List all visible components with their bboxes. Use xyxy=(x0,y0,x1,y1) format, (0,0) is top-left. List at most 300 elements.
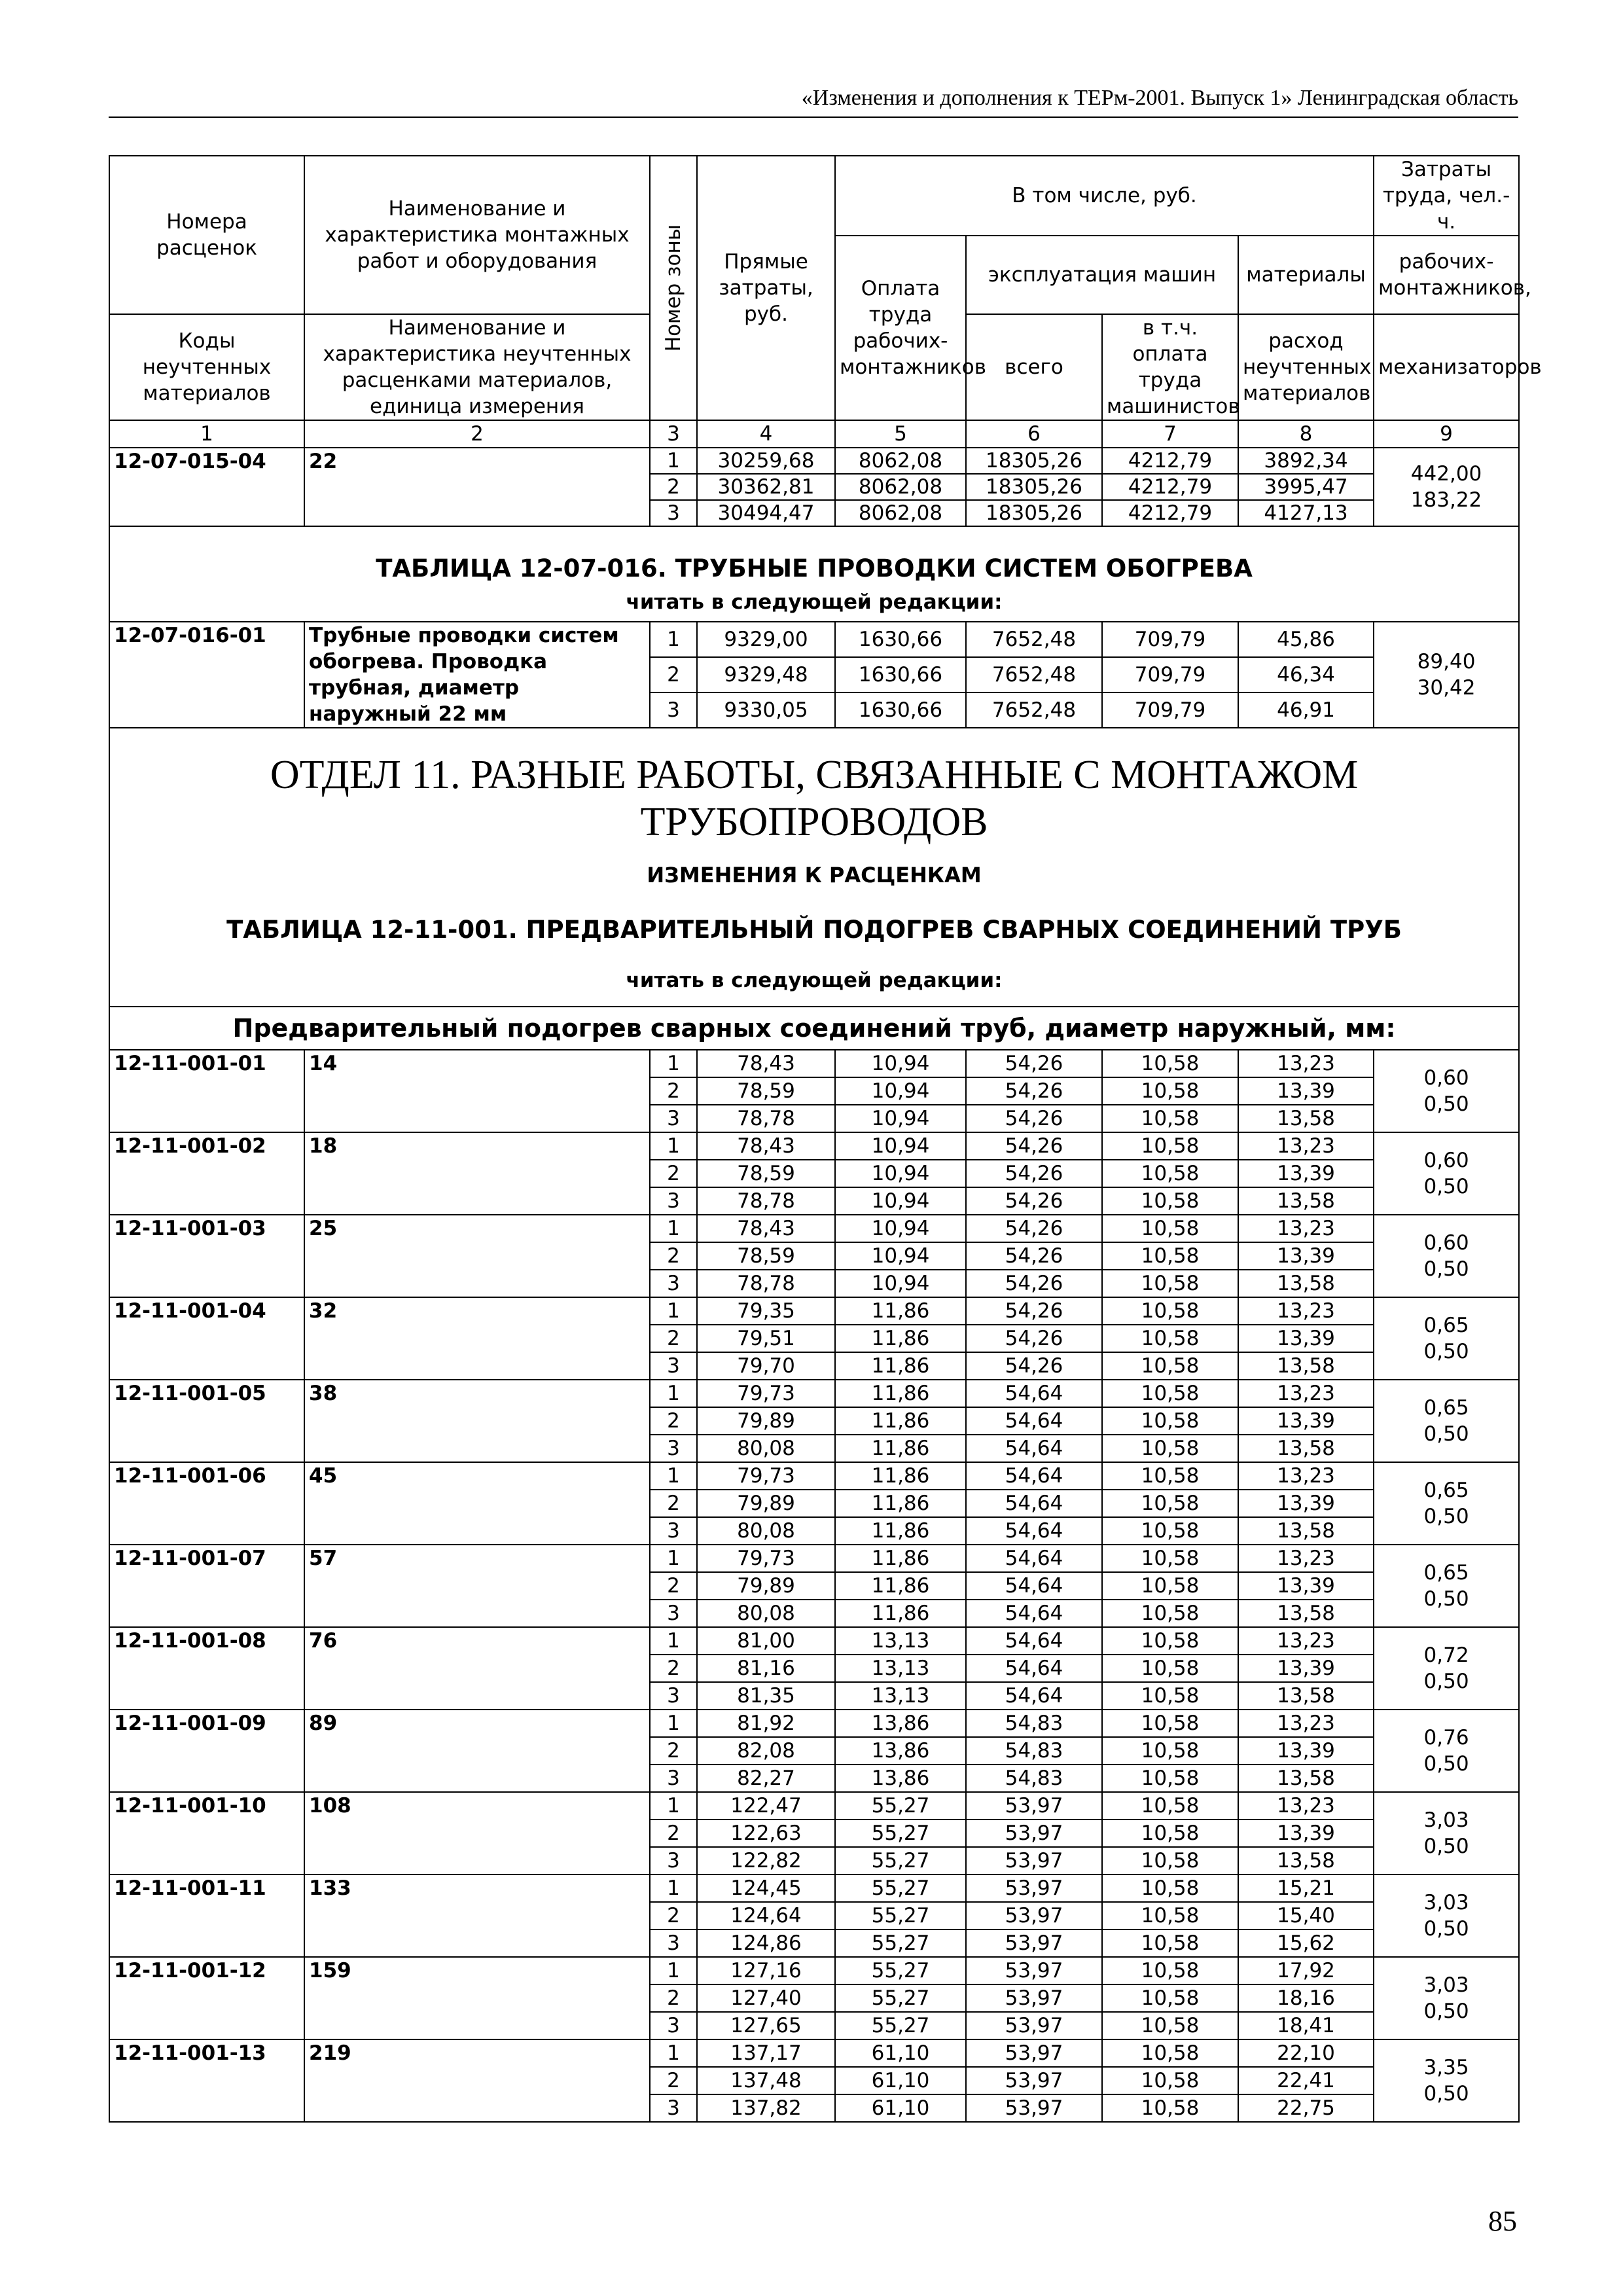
machinist-wages-cell: 10,58 xyxy=(1102,2094,1238,2122)
col-rate-numbers: Номера расценок xyxy=(109,156,304,314)
machines-cell: 54,83 xyxy=(966,1765,1102,1792)
labor-machinists: 0,50 xyxy=(1423,1092,1469,1116)
zone-cell: 3 xyxy=(650,1270,697,1297)
rate-row xyxy=(109,1132,1519,1160)
diameter-cell: 76 xyxy=(304,1627,650,1710)
rate-row xyxy=(109,1710,1519,1737)
machinist-wages-cell: 10,58 xyxy=(1102,1682,1238,1710)
materials-cell: 13,39 xyxy=(1238,1160,1374,1187)
direct-cost-cell: 127,16 xyxy=(697,1957,835,1984)
materials-cell: 13,58 xyxy=(1238,1435,1374,1462)
machinist-wages-cell: 10,58 xyxy=(1102,1902,1238,1929)
zone-cell: 1 xyxy=(650,2039,697,2067)
col-total: всего xyxy=(966,314,1102,420)
labor-cell xyxy=(1374,2039,1519,2122)
materials-cell: 13,58 xyxy=(1238,1105,1374,1132)
materials-cell: 13,58 xyxy=(1238,1682,1374,1710)
col-machinist-wages: в т.ч. оплата труда машинистов xyxy=(1102,314,1238,420)
zone-cell: 2 xyxy=(650,1820,697,1847)
wages-cell: 13,86 xyxy=(835,1710,966,1737)
direct-cost-cell: 9329,00 xyxy=(697,622,835,657)
section-title-line: ТРУБОПРОВОДОВ xyxy=(640,800,988,844)
direct-cost-cell: 78,43 xyxy=(697,1215,835,1242)
materials-cell: 13,23 xyxy=(1238,1627,1374,1655)
machines-cell: 54,64 xyxy=(966,1682,1102,1710)
rate-row xyxy=(109,1215,1519,1242)
diameter-cell: 219 xyxy=(304,2039,650,2122)
direct-cost-cell: 79,35 xyxy=(697,1297,835,1325)
machines-cell: 54,64 xyxy=(966,1435,1102,1462)
table-title-row xyxy=(109,905,1519,954)
materials-cell: 46,34 xyxy=(1238,657,1374,692)
table-016-title-row xyxy=(109,526,1519,583)
labor-machinists: 0,50 xyxy=(1423,1835,1469,1858)
materials-cell: 13,39 xyxy=(1238,1490,1374,1517)
labor-workers: 0,60 xyxy=(1423,1231,1469,1255)
materials-cell: 13,58 xyxy=(1238,1517,1374,1545)
zone-cell: 1 xyxy=(650,1215,697,1242)
materials-cell: 13,39 xyxy=(1238,1572,1374,1600)
materials-cell: 13,39 xyxy=(1238,1820,1374,1847)
machinist-wages-cell: 10,58 xyxy=(1102,1572,1238,1600)
zone-cell: 2 xyxy=(650,1077,697,1105)
zone-cell: 3 xyxy=(650,1765,697,1792)
labor-cell xyxy=(1374,622,1519,728)
machinist-wages-cell: 4212,79 xyxy=(1102,474,1238,500)
materials-cell: 17,92 xyxy=(1238,1957,1374,1984)
materials-cell: 3892,34 xyxy=(1238,448,1374,474)
diameter-cell: 159 xyxy=(304,1957,650,2039)
machines-cell: 54,64 xyxy=(966,1572,1102,1600)
table-body xyxy=(109,156,1542,2122)
zone-cell: 1 xyxy=(650,1462,697,1490)
materials-cell: 13,23 xyxy=(1238,1462,1374,1490)
direct-cost-cell: 80,08 xyxy=(697,1435,835,1462)
wages-cell: 55,27 xyxy=(835,1792,966,1820)
machinist-wages-cell: 10,58 xyxy=(1102,1407,1238,1435)
zone-cell: 2 xyxy=(650,1160,697,1187)
machinist-wages-cell: 10,58 xyxy=(1102,1270,1238,1297)
zone-cell: 1 xyxy=(650,1132,697,1160)
wages-cell: 55,27 xyxy=(835,2012,966,2039)
direct-cost-cell: 30494,47 xyxy=(697,500,835,526)
wages-cell: 13,86 xyxy=(835,1737,966,1765)
machinist-wages-cell: 10,58 xyxy=(1102,2039,1238,2067)
direct-cost-cell: 79,73 xyxy=(697,1462,835,1490)
col-labor-costs: Затраты труда, чел.-ч. xyxy=(1374,156,1519,236)
wages-cell: 11,86 xyxy=(835,1517,966,1545)
wages-cell: 61,10 xyxy=(835,2039,966,2067)
machinist-wages-cell: 10,58 xyxy=(1102,1297,1238,1325)
machinist-wages-cell: 10,58 xyxy=(1102,1215,1238,1242)
direct-cost-cell: 78,78 xyxy=(697,1270,835,1297)
rate-row xyxy=(109,1874,1519,1902)
direct-cost-cell: 80,08 xyxy=(697,1517,835,1545)
wages-cell: 8062,08 xyxy=(835,448,966,474)
machinist-wages-cell: 10,58 xyxy=(1102,1435,1238,1462)
wages-cell: 11,86 xyxy=(835,1572,966,1600)
labor-machinists: 0,50 xyxy=(1423,1587,1469,1611)
materials-cell: 13,23 xyxy=(1238,1545,1374,1572)
direct-cost-cell: 124,86 xyxy=(697,1929,835,1957)
direct-cost-cell: 78,43 xyxy=(697,1132,835,1160)
zone-cell: 1 xyxy=(650,1050,697,1077)
materials-cell: 4127,13 xyxy=(1238,500,1374,526)
diameter-cell: 38 xyxy=(304,1380,650,1462)
machinist-wages-cell: 10,58 xyxy=(1102,1847,1238,1874)
materials-cell: 22,10 xyxy=(1238,2039,1374,2067)
wages-cell: 10,94 xyxy=(835,1187,966,1215)
zone-cell: 2 xyxy=(650,1984,697,2012)
rate-code: 12-07-016-01 xyxy=(109,622,304,728)
direct-cost-cell: 80,08 xyxy=(697,1600,835,1627)
machines-cell: 18305,26 xyxy=(966,500,1102,526)
rate-code: 12-11-001-02 xyxy=(109,1132,304,1215)
machines-cell: 53,97 xyxy=(966,1792,1102,1820)
direct-cost-cell: 124,64 xyxy=(697,1902,835,1929)
wages-cell: 10,94 xyxy=(835,1215,966,1242)
col-wages: Оплата труда рабочих-монтажников xyxy=(835,236,966,420)
direct-cost-cell: 79,51 xyxy=(697,1325,835,1352)
labor-cell xyxy=(1374,1050,1519,1132)
read-as-row xyxy=(109,954,1519,1007)
column-number: 3 xyxy=(650,420,697,448)
machines-cell: 53,97 xyxy=(966,2067,1102,2094)
machinist-wages-cell: 10,58 xyxy=(1102,1655,1238,1682)
wages-cell: 8062,08 xyxy=(835,474,966,500)
machines-cell: 7652,48 xyxy=(966,622,1102,657)
machinist-wages-cell: 10,58 xyxy=(1102,1462,1238,1490)
wages-cell: 11,86 xyxy=(835,1325,966,1352)
wages-cell: 1630,66 xyxy=(835,622,966,657)
labor-cell xyxy=(1374,1710,1519,1792)
zone-cell: 2 xyxy=(650,1737,697,1765)
machines-cell: 54,83 xyxy=(966,1710,1102,1737)
direct-cost-cell: 79,89 xyxy=(697,1490,835,1517)
direct-cost-cell: 81,92 xyxy=(697,1710,835,1737)
wages-cell: 55,27 xyxy=(835,1847,966,1874)
materials-cell: 13,23 xyxy=(1238,1710,1374,1737)
materials-cell: 45,86 xyxy=(1238,622,1374,657)
changes-row xyxy=(109,846,1519,905)
diameter-cell: 89 xyxy=(304,1710,650,1792)
machinist-wages-cell: 10,58 xyxy=(1102,1984,1238,2012)
machinist-wages-cell: 10,58 xyxy=(1102,1160,1238,1187)
wages-cell: 11,86 xyxy=(835,1435,966,1462)
section-title-row xyxy=(109,728,1519,846)
read-as-note: читать в следующей редакции: xyxy=(109,583,1519,622)
materials-cell: 13,23 xyxy=(1238,1380,1374,1407)
table-016-read-row xyxy=(109,583,1519,622)
direct-cost-cell: 127,40 xyxy=(697,1984,835,2012)
zone-cell: 2 xyxy=(650,474,697,500)
rate-code: 12-11-001-01 xyxy=(109,1050,304,1132)
materials-cell: 13,23 xyxy=(1238,1792,1374,1820)
machines-cell: 54,26 xyxy=(966,1352,1102,1380)
materials-cell: 13,58 xyxy=(1238,1847,1374,1874)
column-number: 5 xyxy=(835,420,966,448)
zone-cell: 3 xyxy=(650,1600,697,1627)
direct-cost-cell: 81,16 xyxy=(697,1655,835,1682)
machinist-wages-cell: 10,58 xyxy=(1102,1517,1238,1545)
machinist-wages-cell: 10,58 xyxy=(1102,2012,1238,2039)
subheading: Предварительный подогрев сварных соединений труб, диаметр наружный, мм: xyxy=(109,1007,1519,1050)
machinist-wages-cell: 10,58 xyxy=(1102,1820,1238,1847)
labor-workers: 0,65 xyxy=(1423,1314,1469,1337)
wages-cell: 10,94 xyxy=(835,1105,966,1132)
machines-cell: 54,64 xyxy=(966,1380,1102,1407)
zone-cell: 3 xyxy=(650,1105,697,1132)
materials-cell: 15,21 xyxy=(1238,1874,1374,1902)
table-title: ТАБЛИЦА 12-11-001. ПРЕДВАРИТЕЛЬНЫЙ ПОДОГРЕВ СВАРНЫХ СОЕДИНЕНИЙ ТРУБ xyxy=(109,905,1519,954)
labor-workers: 0,72 xyxy=(1423,1643,1469,1667)
labor-workers: 442,00 xyxy=(1410,462,1482,486)
zone-cell: 2 xyxy=(650,1490,697,1517)
rate-code: 12-11-001-04 xyxy=(109,1297,304,1380)
machinist-wages-cell: 10,58 xyxy=(1102,1929,1238,1957)
rate-code: 12-11-001-07 xyxy=(109,1545,304,1627)
page-number: 85 xyxy=(1488,2205,1517,2237)
rate-code: 12-11-001-09 xyxy=(109,1710,304,1792)
machines-cell: 54,26 xyxy=(966,1050,1102,1077)
labor-cell xyxy=(1374,1380,1519,1462)
zone-cell: 3 xyxy=(650,1187,697,1215)
direct-cost-cell: 79,70 xyxy=(697,1352,835,1380)
direct-cost-cell: 78,59 xyxy=(697,1160,835,1187)
materials-cell: 13,39 xyxy=(1238,1655,1374,1682)
zone-cell: 2 xyxy=(650,2067,697,2094)
machinist-wages-cell: 709,79 xyxy=(1102,692,1238,728)
direct-cost-cell: 79,89 xyxy=(697,1407,835,1435)
labor-cell xyxy=(1374,1627,1519,1710)
zone-cell: 1 xyxy=(650,1297,697,1325)
materials-cell: 13,23 xyxy=(1238,1132,1374,1160)
direct-cost-cell: 137,48 xyxy=(697,2067,835,2094)
wages-cell: 11,86 xyxy=(835,1545,966,1572)
wages-cell: 10,94 xyxy=(835,1077,966,1105)
wages-cell: 8062,08 xyxy=(835,500,966,526)
rates-table xyxy=(109,155,1542,2123)
zone-cell: 2 xyxy=(650,1655,697,1682)
subheading-row xyxy=(109,1007,1519,1050)
wages-cell: 10,94 xyxy=(835,1270,966,1297)
wages-cell: 13,86 xyxy=(835,1765,966,1792)
table-title: ТАБЛИЦА 12-07-016. ТРУБНЫЕ ПРОВОДКИ СИСТЕМ ОБОГРЕВА xyxy=(109,526,1519,583)
wages-cell: 55,27 xyxy=(835,1874,966,1902)
work-name: 22 xyxy=(304,448,650,526)
rate-code: 12-11-001-08 xyxy=(109,1627,304,1710)
labor-machinists: 0,50 xyxy=(1423,1422,1469,1446)
read-as-note: читать в следующей редакции: xyxy=(109,954,1519,1007)
col-including: В том числе, руб. xyxy=(835,156,1374,236)
labor-machinists: 183,22 xyxy=(1410,488,1482,512)
machines-cell: 54,64 xyxy=(966,1627,1102,1655)
labor-workers: 0,65 xyxy=(1423,1479,1469,1502)
machines-cell: 54,64 xyxy=(966,1545,1102,1572)
rate-code: 12-11-001-12 xyxy=(109,1957,304,2039)
machines-cell: 54,26 xyxy=(966,1297,1102,1325)
materials-cell: 13,58 xyxy=(1238,1270,1374,1297)
col-direct-costs: Прямые затраты, руб. xyxy=(697,156,835,420)
zone-cell: 3 xyxy=(650,500,697,526)
labor-cell xyxy=(1374,1545,1519,1627)
wages-cell: 11,86 xyxy=(835,1600,966,1627)
page-header: «Изменения и дополнения к ТЕРм-2001. Выпуск 1» Ленинградская область xyxy=(109,85,1518,118)
col-work-name: Наименование и характеристика монтажных работ и оборудования xyxy=(304,156,650,314)
machines-cell: 54,26 xyxy=(966,1325,1102,1352)
machines-cell: 53,97 xyxy=(966,2094,1102,2122)
wages-cell: 11,86 xyxy=(835,1297,966,1325)
changes-heading: ИЗМЕНЕНИЯ К РАСЦЕНКАМ xyxy=(109,846,1519,905)
rate-code: 12-07-015-04 xyxy=(109,448,304,526)
labor-cell xyxy=(1374,1874,1519,1957)
labor-cell xyxy=(1374,1957,1519,2039)
materials-cell: 15,62 xyxy=(1238,1929,1374,1957)
column-number: 8 xyxy=(1238,420,1374,448)
rate-row xyxy=(109,1050,1519,1077)
rate-code: 12-11-001-10 xyxy=(109,1792,304,1874)
machines-cell: 54,64 xyxy=(966,1517,1102,1545)
wages-cell: 55,27 xyxy=(835,1957,966,1984)
machinist-wages-cell: 10,58 xyxy=(1102,1077,1238,1105)
machines-cell: 54,64 xyxy=(966,1407,1102,1435)
machines-cell: 54,26 xyxy=(966,1105,1102,1132)
materials-cell: 13,39 xyxy=(1238,1407,1374,1435)
wages-cell: 13,13 xyxy=(835,1682,966,1710)
machines-cell: 54,26 xyxy=(966,1215,1102,1242)
column-number: 6 xyxy=(966,420,1102,448)
diameter-cell: 133 xyxy=(304,1874,650,1957)
wages-cell: 61,10 xyxy=(835,2067,966,2094)
col-unaccounted-materials: расход неучтенных материалов xyxy=(1238,314,1374,420)
wages-cell: 11,86 xyxy=(835,1380,966,1407)
direct-cost-cell: 78,59 xyxy=(697,1077,835,1105)
machines-cell: 53,97 xyxy=(966,1874,1102,1902)
machines-cell: 53,97 xyxy=(966,1820,1102,1847)
machines-cell: 7652,48 xyxy=(966,657,1102,692)
machines-cell: 53,97 xyxy=(966,1847,1102,1874)
materials-cell: 18,16 xyxy=(1238,1984,1374,2012)
machines-cell: 53,97 xyxy=(966,1929,1102,1957)
rate-code: 12-11-001-05 xyxy=(109,1380,304,1462)
materials-cell: 13,39 xyxy=(1238,1325,1374,1352)
diameter-cell: 57 xyxy=(304,1545,650,1627)
materials-cell: 13,39 xyxy=(1238,1242,1374,1270)
direct-cost-cell: 137,17 xyxy=(697,2039,835,2067)
wages-cell: 13,13 xyxy=(835,1627,966,1655)
wages-cell: 55,27 xyxy=(835,1929,966,1957)
direct-cost-cell: 122,63 xyxy=(697,1820,835,1847)
machinist-wages-cell: 10,58 xyxy=(1102,1710,1238,1737)
materials-cell: 13,58 xyxy=(1238,1600,1374,1627)
machinist-wages-cell: 10,58 xyxy=(1102,1242,1238,1270)
wages-cell: 11,86 xyxy=(835,1352,966,1380)
machinist-wages-cell: 10,58 xyxy=(1102,1132,1238,1160)
section-title xyxy=(109,728,1519,846)
col-zone xyxy=(650,156,697,420)
direct-cost-cell: 122,82 xyxy=(697,1847,835,1874)
section-title-line: ОТДЕЛ 11. РАЗНЫЕ РАБОТЫ, СВЯЗАННЫЕ С МОНТАЖОМ xyxy=(270,753,1359,797)
labor-cell xyxy=(1374,1215,1519,1297)
labor-workers: 0,60 xyxy=(1423,1149,1469,1172)
rate-row xyxy=(109,448,1519,474)
zone-cell: 2 xyxy=(650,1407,697,1435)
rate-row xyxy=(109,2039,1519,2067)
zone-cell: 2 xyxy=(650,1325,697,1352)
wages-cell: 10,94 xyxy=(835,1132,966,1160)
column-number: 9 xyxy=(1374,420,1519,448)
zone-cell: 3 xyxy=(650,1435,697,1462)
materials-cell: 22,75 xyxy=(1238,2094,1374,2122)
rate-row xyxy=(109,1380,1519,1407)
zone-cell: 1 xyxy=(650,1874,697,1902)
zone-cell: 1 xyxy=(650,448,697,474)
machines-cell: 54,26 xyxy=(966,1160,1102,1187)
work-name: Трубные проводки систем обогрева. Проводка трубная, диаметр наружный 22 мм xyxy=(304,622,650,728)
machines-cell: 54,26 xyxy=(966,1242,1102,1270)
materials-cell: 13,23 xyxy=(1238,1297,1374,1325)
column-number: 4 xyxy=(697,420,835,448)
diameter-cell: 108 xyxy=(304,1792,650,1874)
col-material-name: Наименование и характеристика неучтенных расценками материалов, единица измерения xyxy=(304,314,650,420)
machines-cell: 53,97 xyxy=(966,1984,1102,2012)
materials-cell: 18,41 xyxy=(1238,2012,1374,2039)
machinist-wages-cell: 4212,79 xyxy=(1102,500,1238,526)
direct-cost-cell: 81,35 xyxy=(697,1682,835,1710)
rate-row xyxy=(109,1462,1519,1490)
machinist-wages-cell: 10,58 xyxy=(1102,1627,1238,1655)
zone-cell: 1 xyxy=(650,1792,697,1820)
labor-workers: 0,65 xyxy=(1423,1561,1469,1585)
machines-cell: 18305,26 xyxy=(966,474,1102,500)
labor-machinists: 0,50 xyxy=(1423,2000,1469,2023)
machinist-wages-cell: 10,58 xyxy=(1102,1600,1238,1627)
materials-cell: 13,58 xyxy=(1238,1352,1374,1380)
rate-row xyxy=(109,1792,1519,1820)
machines-cell: 53,97 xyxy=(966,1957,1102,1984)
materials-cell: 13,23 xyxy=(1238,1215,1374,1242)
direct-cost-cell: 78,43 xyxy=(697,1050,835,1077)
zone-cell: 1 xyxy=(650,1627,697,1655)
column-number: 1 xyxy=(109,420,304,448)
labor-workers: 3,03 xyxy=(1423,1808,1469,1832)
col-material-codes: Коды неучтенных материалов xyxy=(109,314,304,420)
direct-cost-cell: 30259,68 xyxy=(697,448,835,474)
rate-row xyxy=(109,622,1519,657)
machinist-wages-cell: 709,79 xyxy=(1102,657,1238,692)
wages-cell: 55,27 xyxy=(835,1984,966,2012)
machines-cell: 54,26 xyxy=(966,1077,1102,1105)
direct-cost-cell: 78,78 xyxy=(697,1105,835,1132)
col-machinists: механизаторов xyxy=(1374,314,1519,420)
col-materials: материалы xyxy=(1238,236,1374,314)
machinist-wages-cell: 10,58 xyxy=(1102,1737,1238,1765)
zone-cell: 1 xyxy=(650,622,697,657)
machines-cell: 54,26 xyxy=(966,1132,1102,1160)
labor-workers: 3,03 xyxy=(1423,1891,1469,1914)
materials-cell: 13,58 xyxy=(1238,1187,1374,1215)
wages-cell: 13,13 xyxy=(835,1655,966,1682)
materials-cell: 46,91 xyxy=(1238,692,1374,728)
zone-cell: 2 xyxy=(650,1902,697,1929)
zone-cell: 3 xyxy=(650,1517,697,1545)
labor-cell xyxy=(1374,1462,1519,1545)
machines-cell: 54,64 xyxy=(966,1462,1102,1490)
wages-cell: 10,94 xyxy=(835,1050,966,1077)
direct-cost-cell: 79,73 xyxy=(697,1380,835,1407)
wages-cell: 1630,66 xyxy=(835,692,966,728)
labor-workers: 0,65 xyxy=(1423,1396,1469,1420)
